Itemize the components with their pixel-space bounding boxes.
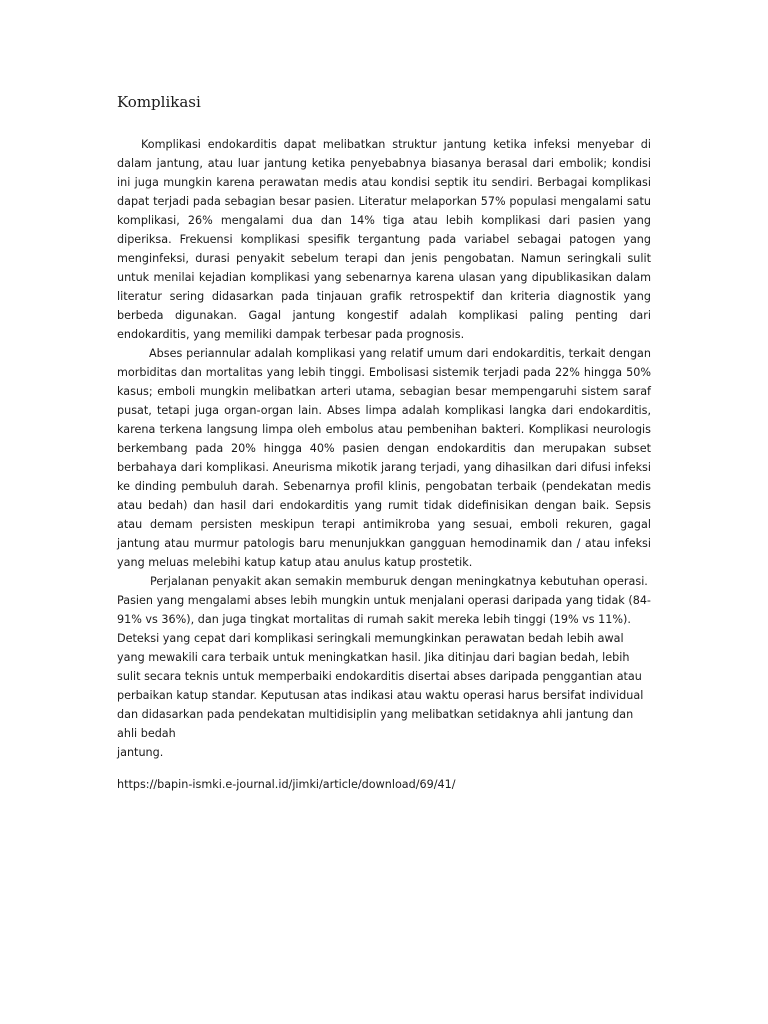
paragraph-disease-progression: [117, 572, 651, 762]
source-url[interactable]: https://bapin-ismki.e-journal.id/jimki/article/download/69/41/: [117, 778, 456, 791]
paragraph-disease-progression-text: Perjalanan penyakit akan semakin memburuk dengan meningkatnya kebutuhan operasi. Pasien yang mengalami abses lebih mungkin untuk menjalani operasi daripada yang tidak (84-91% vs 36%), dan juga tingkat mortalitas di rumah sakit mereka lebih tinggi (19% vs 11%). Deteksi yang cepat dari komplikasi seringkali memungkinkan perawatan bedah lebih awal yang mewakili cara terbaik untuk meningkatkan hasil. Jika ditinjau dari bagian bedah, lebih sulit secara teknis untuk memperbaiki endokarditis disertai abses daripada penggantian atau perbaikan katup standar. Keputusan atas indikasi atau waktu operasi harus bersifat individual dan didasarkan pada pendekatan multidisiplin yang melibatkan setidaknya ahli jantung dan ahli bedah: [117, 575, 651, 740]
paragraph-periannular-abscess: Abses periannular adalah komplikasi yang relatif umum dari endokarditis, terkait dengan morbiditas dan mortalitas yang lebih tinggi. Embolisasi sistemik terjadi pada 22% hingga 50% kasus; emboli mungkin melibatkan arteri utama, sebagian besar mempengaruhi sistem saraf pusat, tetapi juga organ-organ lain. Abses limpa adalah komplikasi langka dari endokarditis, karena terkena langsung limpa oleh embolus atau pembenihan bakteri. Komplikasi neurologis berkembang pada 20% hingga 40% pasien dengan endokarditis dan merupakan subset berbahaya dari komplikasi. Aneurisma mikotik jarang terjadi, yang dihasilkan dari difusi infeksi ke dinding pembuluh darah. Sebenarnya profil klinis, pengobatan terbaik (pendekatan medis atau bedah) dan hasil dari endokarditis yang rumit tidak didefinisikan dengan baik. Sepsis atau demam persisten meskipun terapi antimikroba yang sesuai, emboli rekuren, gagal jantung atau murmur patologis baru menunjukkan gangguan hemodinamik dan / atau infeksi yang meluas melebihi katup katup atau anulus katup prostetik.: [117, 347, 651, 569]
paragraph-disease-progression-tail: jantung.: [117, 746, 164, 759]
document-body: [117, 135, 651, 762]
section-heading: Komplikasi: [117, 93, 201, 111]
paragraph-complications-overview: Komplikasi endokarditis dapat melibatkan struktur jantung ketika infeksi menyebar di dalam jantung, atau luar jantung ketika penyebabnya biasanya berasal dari embolik; kondisi ini juga mungkin karena perawatan medis atau kondisi septik itu sendiri. Berbagai komplikasi dapat terjadi pada sebagian besar pasien. Literatur melaporkan 57% populasi mengalami satu komplikasi, 26% mengalami dua dan 14% tiga atau lebih komplikasi dari pasien yang diperiksa. Frekuensi komplikasi spesifik tergantung pada variabel sebagai patogen yang menginfeksi, durasi penyakit sebelum terapi dan jenis pengobatan. Namun seringkali sulit untuk menilai kejadian komplikasi yang sebenarnya karena ulasan yang dipublikasikan dalam literatur sering didasarkan pada tinjauan grafik retrospektif dan kriteria diagnostik yang berbeda digunakan. Gagal jantung kongestif adalah komplikasi paling penting dari endokarditis, yang memiliki dampak terbesar pada prognosis.: [117, 138, 651, 341]
